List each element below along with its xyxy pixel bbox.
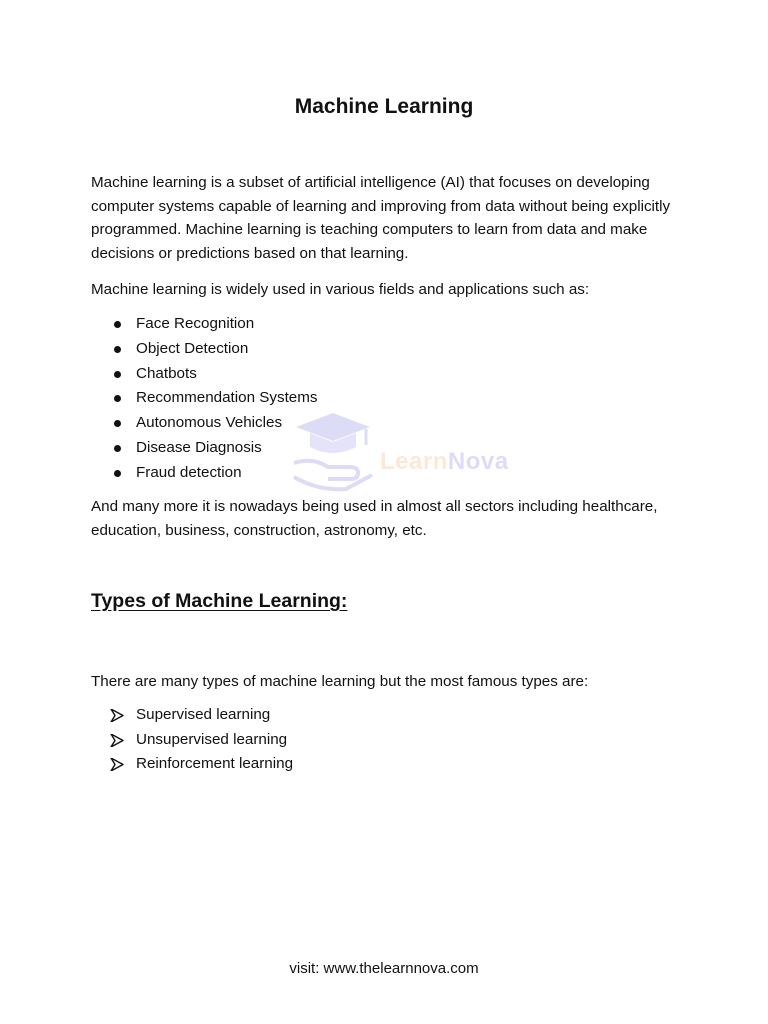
learnnova-watermark [288,405,538,495]
filled-circle-icon [114,470,121,477]
applications-list [0,312,317,486]
list-item-label: Autonomous Vehicles [136,414,283,432]
list-item [0,312,317,337]
watermark-text [380,448,509,476]
list-item [0,411,317,436]
list-item-label: Supervised learning [136,706,271,723]
applications-intro: Machine learning is widely used in various fields and applications such as: [91,281,590,298]
types-intro: There are many types of machine learning but the most famous types are: [91,673,589,690]
filled-circle-icon [114,321,121,328]
watermark-learn: Learn [380,448,448,475]
list-item-label: Reinforcement learning [136,755,294,772]
list-item [0,386,317,411]
list-item [0,362,317,387]
arrow-head-icon [110,709,124,722]
list-item [0,728,293,753]
list-item [0,337,317,362]
filled-circle-icon [114,445,121,452]
sectors-paragraph: And many more it is nowadays being used in almost all sectors including healthcare, education, business, construction, astronomy, etc. [91,498,658,539]
list-item [0,461,317,486]
page-title: Machine Learning [294,95,474,118]
list-item-label: Chatbots [136,364,197,382]
filled-circle-icon [114,371,121,378]
filled-circle-icon [114,420,121,427]
intro-paragraph: Machine learning is a subset of artificial intelligence (AI) that focuses on developing computer systems capable of learning and improving from data without being explicitly programmed. Machine learning is teaching computers to learn from data and make decisions or predictions based on that learning. [91,174,671,262]
types-heading: Types of Machine Learning: [91,590,348,612]
filled-circle-icon [114,395,121,402]
list-item [0,436,317,461]
list-item [0,752,293,777]
list-item [0,703,293,728]
filled-circle-icon [114,346,121,353]
list-item-label: Recommendation Systems [136,389,318,407]
arrow-head-icon [110,758,124,771]
list-item-label: Face Recognition [136,315,255,332]
list-item-label: Fraud detection [136,463,242,481]
list-item-label: Object Detection [136,339,249,357]
arrow-head-icon [110,734,124,747]
watermark-nova: Nova [447,448,509,475]
list-item-label: Disease Diagnosis [136,438,262,456]
list-item-label: Unsupervised learning [136,730,288,748]
footer-link[interactable]: visit: www.thelearnnova.com [289,960,479,977]
types-list [0,703,293,777]
